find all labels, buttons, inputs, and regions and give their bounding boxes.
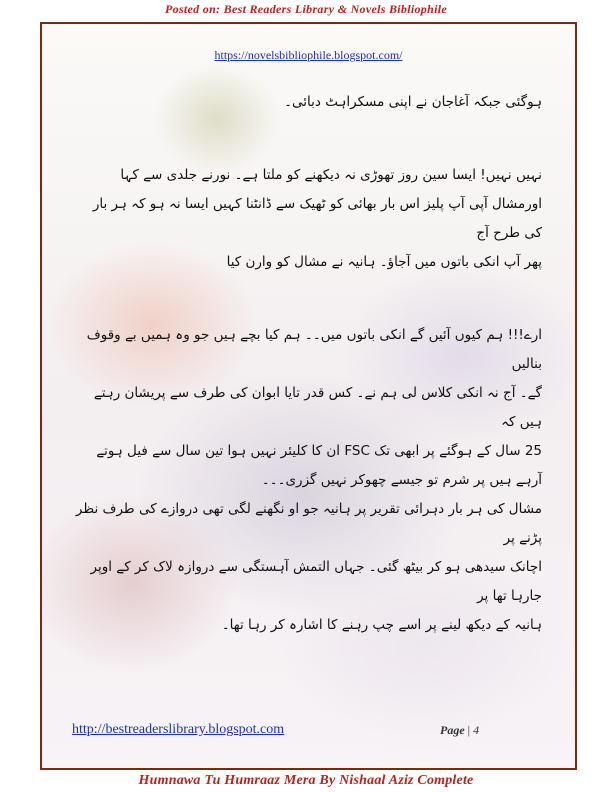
story-line: ارے!!! ہم کیوں آئیں گے انکی باتوں میں۔۔ ہم کیا بچے ہیں جو وہ ہمیں بے وقوف بنالیں — [86, 327, 542, 372]
page-separator: | — [467, 723, 471, 737]
site-name: Best Readers Library & Novels Bibliophile — [223, 2, 447, 16]
page-label: Page — [440, 723, 465, 737]
story-line: اچانک سیدھی ہو کر بیٹھ گئی۔ جہاں التمش آہستگی سے دروازہ لاک کر کے اوپر جارہا تھا پر — [90, 559, 542, 604]
story-line: 25 سال کے ہوگئے پر ابھی تک FSC ان کا کلیئر نہیں ہوا تین سال سے فیل ہوتے — [96, 443, 542, 459]
story-line: ہانیہ کے دیکھ لینے پر اسے چپ رہنے کا اشارہ کر رہا تھا۔ — [221, 617, 542, 633]
story-text — [72, 88, 542, 640]
story-line: اورمشال آپی آپ پلیز اس بار بھائی کو ٹھیک سے ڈانٹنا کہیں ایسا نہ ہو کہ ہر بار کی طرح آج — [92, 196, 542, 241]
story-line: نہیں نہیں! ایسا سین روز تھوڑی نہ دیکھنے کو ملتا ہے۔ نورنے جلدی سے کہا — [120, 167, 542, 183]
book-title-banner: Humnawa Tu Humraaz Mera By Nishaal Aziz Complete — [138, 773, 474, 788]
posted-label: Posted on: — [165, 2, 221, 16]
footer-blog-link[interactable]: http://bestreaderslibrary.blogspot.com — [72, 722, 285, 737]
top-banner — [0, 2, 612, 17]
top-blog-link[interactable]: https://novelsbibliophile.blogspot.com/ — [214, 48, 403, 62]
page-number: 4 — [473, 723, 480, 737]
story-line: پھر آپ انکی باتوں میں آجاؤ۔ ہانیہ نے مشال کو وارن کیا — [226, 254, 542, 270]
story-line: مشال کی ہر بار دہرائی تقریر پر ہانیہ جو او نگھنے لگی تھی دروازے کی طرف نظر پڑنے پر — [75, 501, 542, 546]
story-line: ہوگئی جبکہ آغاجان نے اپنی مسکراہٹ دبائی۔ — [284, 94, 542, 110]
page-number-box — [440, 723, 520, 738]
story-line: گے۔ آج نہ انکی کلاس لی ہم نے۔ کس قدر تایا ابوان کی طرف سے پریشان رہتے ہیں کہ — [93, 385, 542, 430]
page-frame — [40, 22, 577, 770]
story-line: آرہے ہیں پر شرم تو جیسے چھوکر نہیں گزری۔۔۔ — [261, 472, 542, 488]
